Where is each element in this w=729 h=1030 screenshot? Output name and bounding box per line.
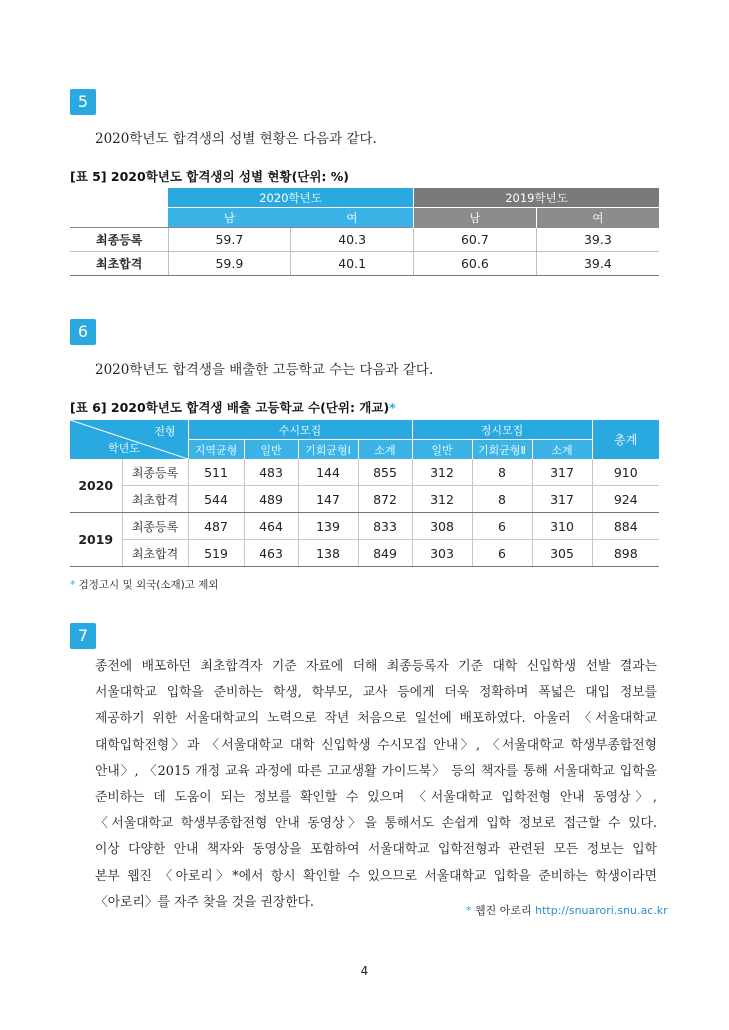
table-row [70, 513, 659, 540]
table-cell: 40.1 [291, 252, 414, 276]
section-number-badge: 6 [70, 319, 96, 345]
paragraph-line: 종전에 배포하던 최초합격자 기준 자료에 더해 최종등록자 기준 대학 신입학생 선발 결과는 [95, 659, 657, 674]
table-cell: 464 [244, 513, 298, 540]
column-header: 여 [291, 208, 414, 228]
body-paragraph [95, 654, 657, 916]
table-cell: 59.7 [168, 228, 291, 252]
year-header: 2019학년도 [414, 188, 660, 208]
table-cell: 59.9 [168, 252, 291, 276]
table-cell: 483 [244, 459, 298, 486]
webzine-footnote [466, 902, 668, 918]
page-number: 4 [360, 964, 369, 978]
table-caption [70, 398, 396, 416]
year-header: 2020학년도 [168, 188, 414, 208]
group-header: 수시모집 [188, 420, 412, 440]
column-header: 남 [414, 208, 537, 228]
paragraph-line: 서울대학교 입학을 준비하는 학생, 학부모, 교사 등에게 더욱 정확하며 폭넓은 대입 정보를 [95, 685, 657, 701]
footnote-star: * [70, 579, 76, 591]
table-cell: 884 [592, 513, 659, 540]
table-cell: 924 [592, 486, 659, 513]
paragraph-line: 〈서울대학교 학생부종합전형 안내 동영상〉을 통해서도 손쉽게 입학 정보로 접근할 수 있다. [95, 816, 657, 832]
paragraph-line: 이상 다양한 안내 책자와 동영상을 포함하여 서울대학교 입학전형과 관련된 모든 정보는 입학 [95, 842, 657, 858]
table-cell: 519 [188, 540, 244, 567]
webzine-label: 웹진 아로리 [475, 904, 532, 917]
table-row [70, 252, 659, 276]
table-cell: 8 [472, 486, 532, 513]
school-count-table [70, 420, 659, 567]
table-corner-header [70, 420, 188, 459]
table-cell: 489 [244, 486, 298, 513]
gender-table [70, 188, 659, 276]
column-header: 기회균형Ⅰ [298, 440, 358, 460]
table-cell: 310 [532, 513, 592, 540]
year-cell: 2019 [70, 513, 122, 567]
table-cell: 60.7 [414, 228, 537, 252]
row-header: 최종등록 [70, 228, 168, 252]
paragraph-line: 안내〉, 〈2015 개정 교육 과정에 따른 고교생활 가이드북〉 등의 책자를 통해 서울대학교 입학을 [95, 763, 657, 779]
row-header: 최종등록 [122, 513, 188, 540]
table-cell: 544 [188, 486, 244, 513]
table-cell: 317 [532, 459, 592, 486]
table-cell: 40.3 [291, 228, 414, 252]
table-cell: 305 [532, 540, 592, 567]
table-row [70, 459, 659, 486]
caption-text: [표 6] 2020학년도 합격생 배출 고등학교 수(단위: 개교) [70, 400, 390, 415]
table-cell: 60.6 [414, 252, 537, 276]
row-header: 최초합격 [122, 540, 188, 567]
table-cell: 144 [298, 459, 358, 486]
table-cell: 463 [244, 540, 298, 567]
table-cell: 147 [298, 486, 358, 513]
table-cell: 6 [472, 513, 532, 540]
table-cell: 872 [358, 486, 412, 513]
table-cell: 487 [188, 513, 244, 540]
table-row [70, 228, 659, 252]
column-header: 일반 [244, 440, 298, 460]
table-cell: 308 [412, 513, 472, 540]
table-cell: 8 [472, 459, 532, 486]
column-header: 소계 [358, 440, 412, 460]
table-cell: 303 [412, 540, 472, 567]
corner-label: 전형 [154, 425, 176, 438]
table-row [70, 486, 659, 513]
table-cell: 6 [472, 540, 532, 567]
table-cell: 898 [592, 540, 659, 567]
paragraph-line: 제공하기 위한 서울대학교의 노력으로 작년 처음으로 일선에 배포하였다. 아울러 〈서울대학교 [95, 711, 657, 727]
column-header: 기회균형Ⅱ [472, 440, 532, 460]
table-cell: 138 [298, 540, 358, 567]
webzine-url-link[interactable]: http://snuarori.snu.ac.kr [535, 904, 668, 917]
footnote-star: * [466, 904, 472, 917]
paragraph-line: 본부 웹진 〈아로리〉*에서 항시 확인할 수 있으므로 서울대학교 입학을 준비하는 학생이라면 [95, 868, 657, 884]
row-header: 최초합격 [70, 252, 168, 276]
table-cell: 312 [412, 486, 472, 513]
paragraph-line: 준비하는 데 도움이 되는 정보를 확인할 수 있으며 〈서울대학교 입학전형 안내 동영상〉, [95, 789, 657, 805]
row-header: 최종등록 [122, 459, 188, 486]
footnote-star: * [389, 400, 396, 415]
total-header: 총계 [592, 420, 659, 459]
year-cell: 2020 [70, 459, 122, 513]
table-cell: 855 [358, 459, 412, 486]
table-cell: 39.3 [536, 228, 659, 252]
table-cell: 511 [188, 459, 244, 486]
section-number-badge: 5 [70, 89, 96, 115]
column-header: 남 [168, 208, 291, 228]
table-cell: 39.4 [536, 252, 659, 276]
corner-label: 학년도 [108, 442, 140, 455]
paragraph-line: 대학입학전형〉과 〈서울대학교 대학 신입학생 수시모집 안내〉, 〈서울대학교 학생부종합전형 [95, 737, 657, 753]
column-header: 소계 [532, 440, 592, 460]
row-header: 최초합격 [122, 486, 188, 513]
table-cell: 317 [532, 486, 592, 513]
column-header: 일반 [412, 440, 472, 460]
table-cell: 849 [358, 540, 412, 567]
table-cell: 139 [298, 513, 358, 540]
footnote-text: 검정고시 및 외국(소재)고 제외 [78, 579, 219, 591]
table-caption: [표 5] 2020학년도 합격생의 성별 현황(단위: %) [70, 169, 350, 184]
paragraph-line: 〈아로리〉를 자주 찾을 것을 권장한다. [95, 894, 314, 910]
section-intro-text: 2020학년도 합격생의 성별 현황은 다음과 같다. [95, 131, 377, 147]
table-cell: 312 [412, 459, 472, 486]
table-cell: 910 [592, 459, 659, 486]
section-intro-text: 2020학년도 합격생을 배출한 고등학교 수는 다음과 같다. [95, 362, 434, 378]
column-header: 여 [536, 208, 659, 228]
table-row [70, 540, 659, 567]
section-number-badge: 7 [70, 623, 96, 649]
group-header: 정시모집 [412, 420, 592, 440]
table-cell: 833 [358, 513, 412, 540]
column-header: 지역균형 [188, 440, 244, 460]
table-footnote [70, 577, 219, 592]
